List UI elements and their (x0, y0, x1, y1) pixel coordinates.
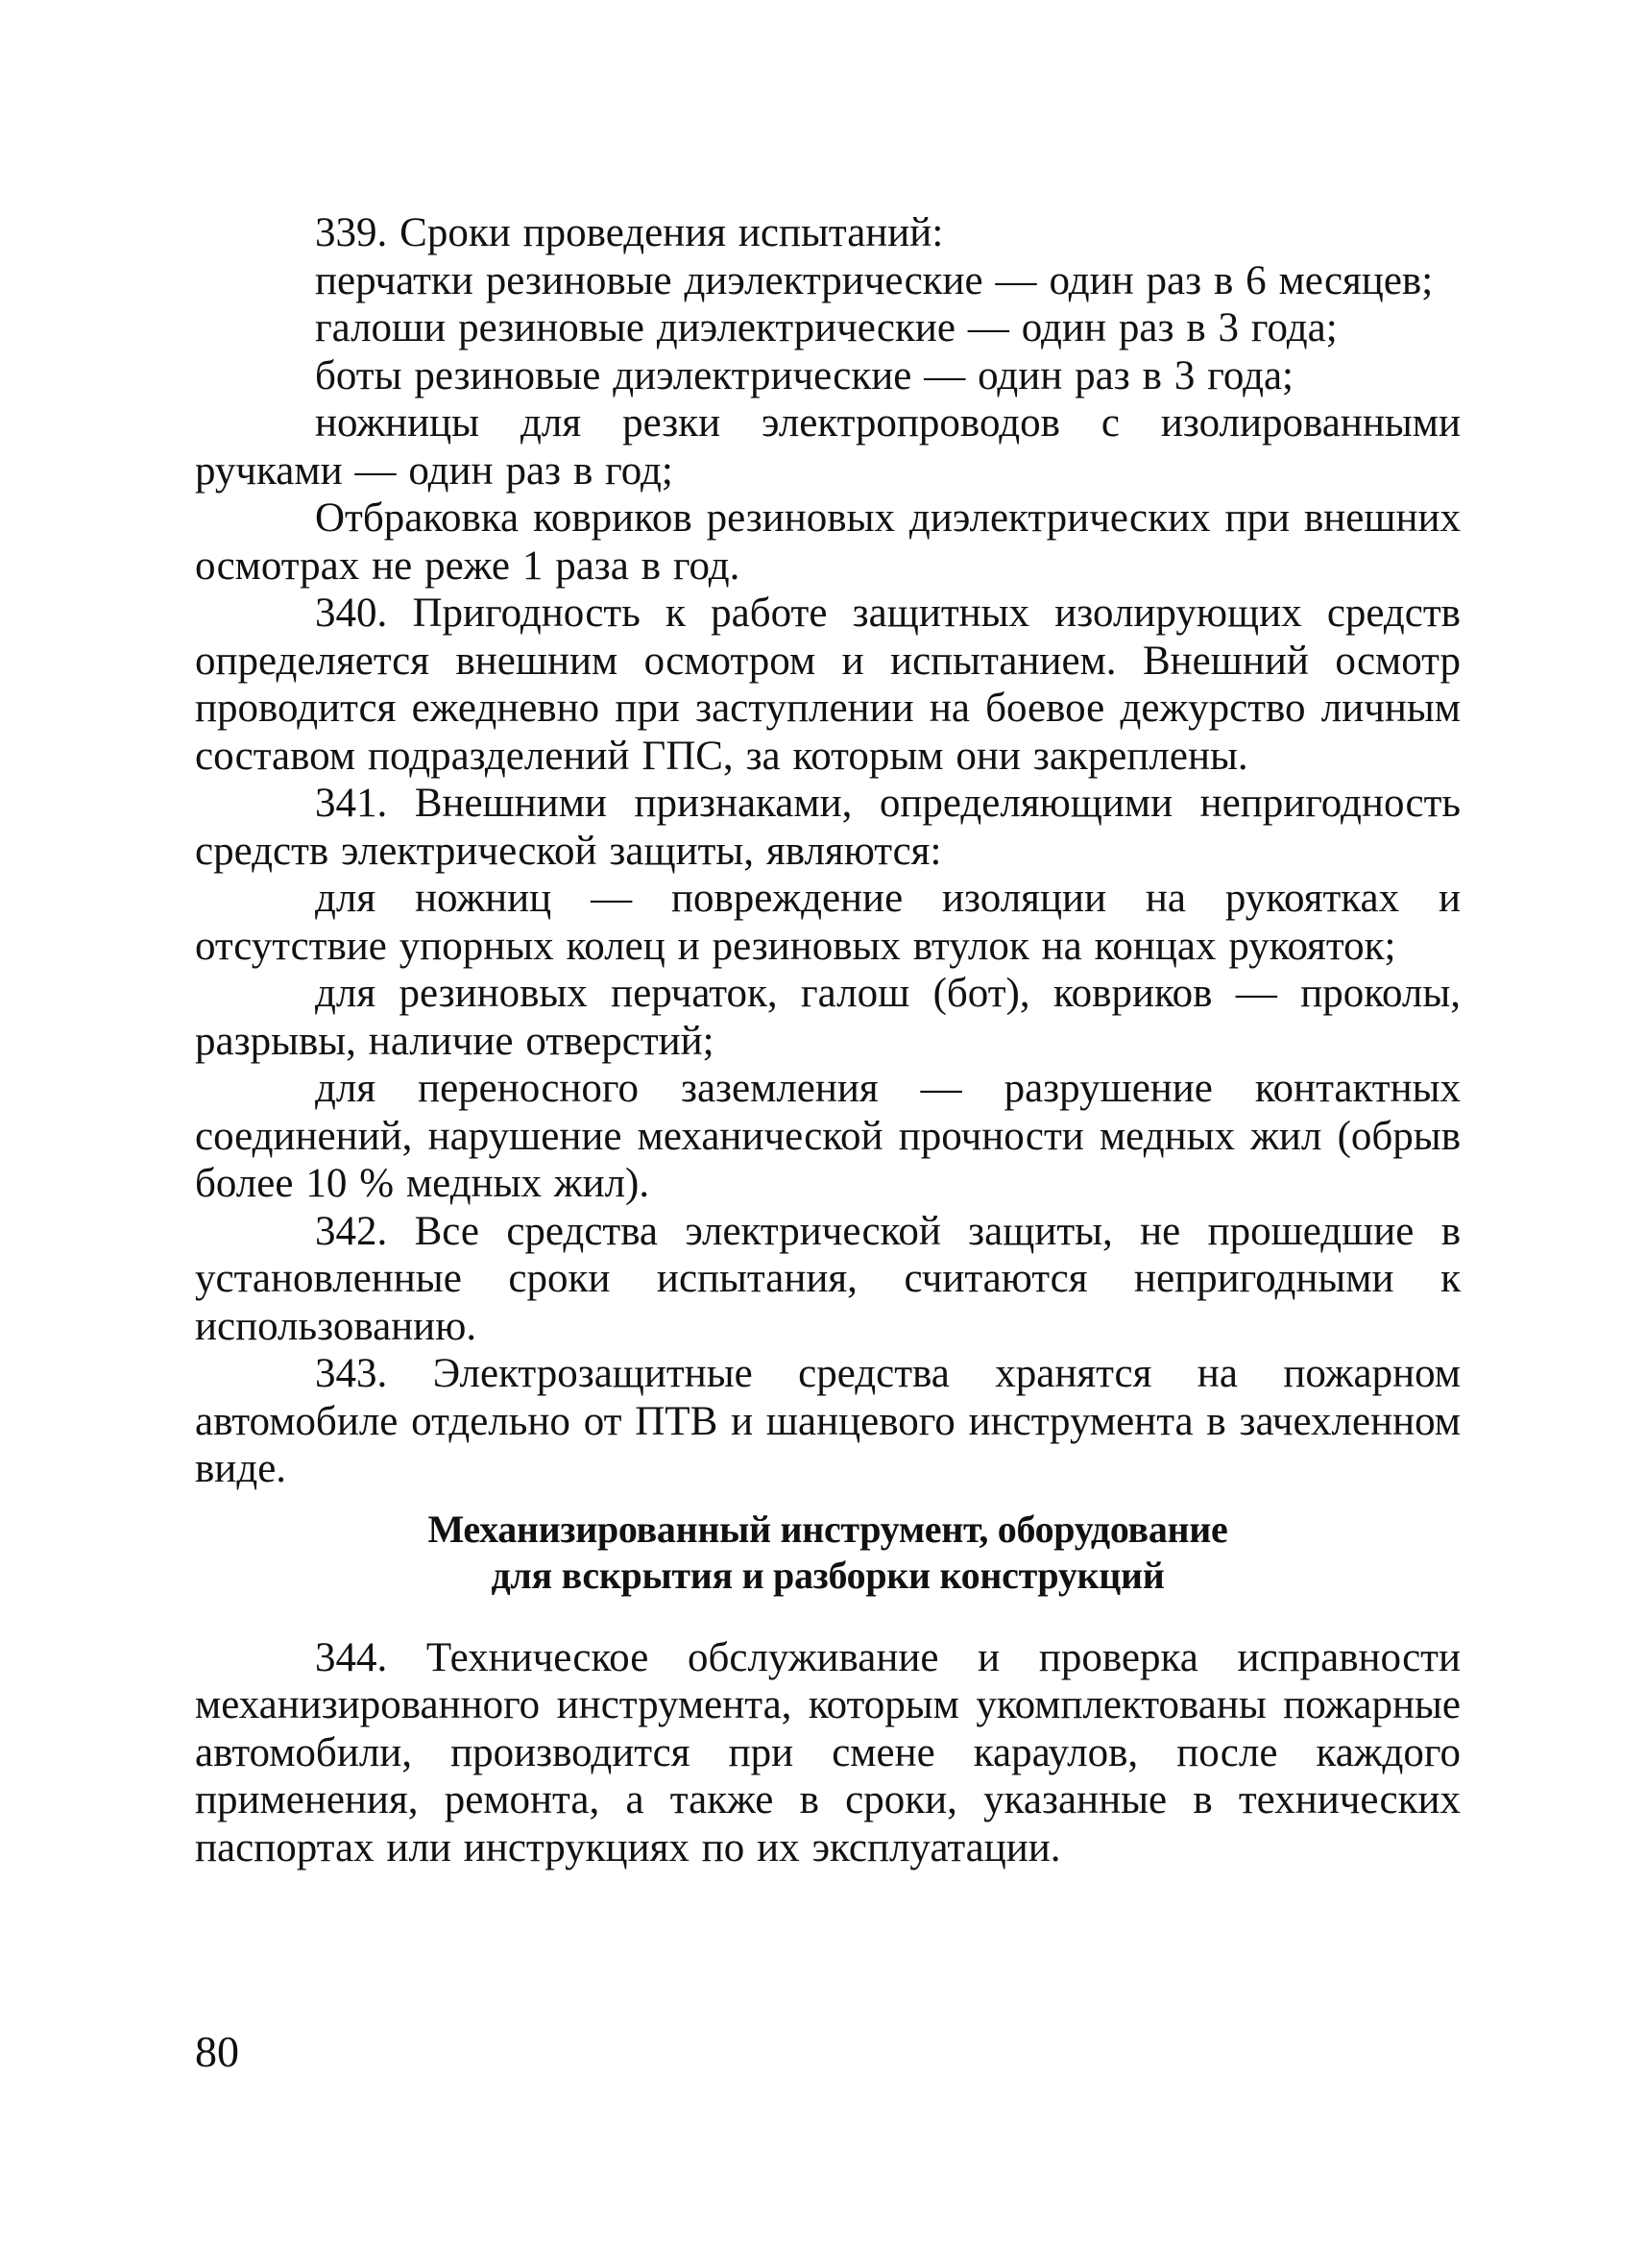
paragraph-grounding-defects: для переносного заземления — разрушение контактных соединений, нарушение механической прочности медных жил (обрыв более 10 % медных жил). (195, 1066, 1461, 1206)
paragraph-scissors-defects: для ножниц — повреждение изоляции на рукоятках и отсутствие упорных колец и резиновых втулок на концах рукояток; (195, 876, 1461, 969)
paragraph-339: 339. Сроки проведения испытаний: (315, 210, 944, 255)
paragraph-342: 342. Все средства электрической защиты, не прошедшие в установленные сроки испытания, считаются непригодными к использованию. (195, 1208, 1461, 1349)
section-heading-line-1: Механизированный инструмент, оборудование (427, 1507, 1228, 1551)
paragraph-rubber-defects: для резиновых перчаток, галош (бот), ковриков — проколы, разрывы, наличие отверстий; (195, 971, 1461, 1064)
paragraph-340: 340. Пригодность к работе защитных изолирующих средств определяется внешним осмотром и испытанием. Внешний осмотр проводится ежедневно при заступлении на боевое дежурство личным составом подразделений ГПС, за которым они закреплены. (195, 591, 1461, 779)
page-body (195, 209, 1461, 1871)
paragraph-boots: боты резиновые диэлектрические — один раз в 3 года; (315, 352, 1294, 398)
paragraph-343: 343. Электрозащитные средства хранятся на пожарном автомобиле отдельно от ПТВ и шанцевого инструмента в зачехленном виде. (195, 1351, 1461, 1491)
paragraph-341: 341. Внешними признаками, определяющими непригодность средств электрической защиты, являются: (195, 781, 1461, 874)
section-heading-line-2: для вскрытия и разборки конструкций (491, 1553, 1165, 1597)
paragraph-mats: Отбраковка ковриков резиновых диэлектрических при внешних осмотрах не реже 1 раза в год. (195, 495, 1461, 589)
paragraph-galoshes: галоши резиновые диэлектрические — один раз в 3 года; (315, 305, 1338, 350)
paragraph-scissors: ножницы для резки электропроводов с изолированными ручками — один раз в год; (195, 400, 1461, 494)
paragraph-344: 344. Техническое обслуживание и проверка исправности механизированного инструмента, которым укомплектованы пожарные автомобили, производится при смене караулов, после каждого применения, ремонта, а также в сроки, указанные в технических паспортах или инструкциях по их эксплуатации. (195, 1634, 1461, 1870)
paragraph-gloves: перчатки резиновые диэлектрические — один раз в 6 месяцев; (315, 257, 1434, 303)
section-heading (195, 1507, 1461, 1599)
page-number: 80 (195, 2027, 239, 2076)
